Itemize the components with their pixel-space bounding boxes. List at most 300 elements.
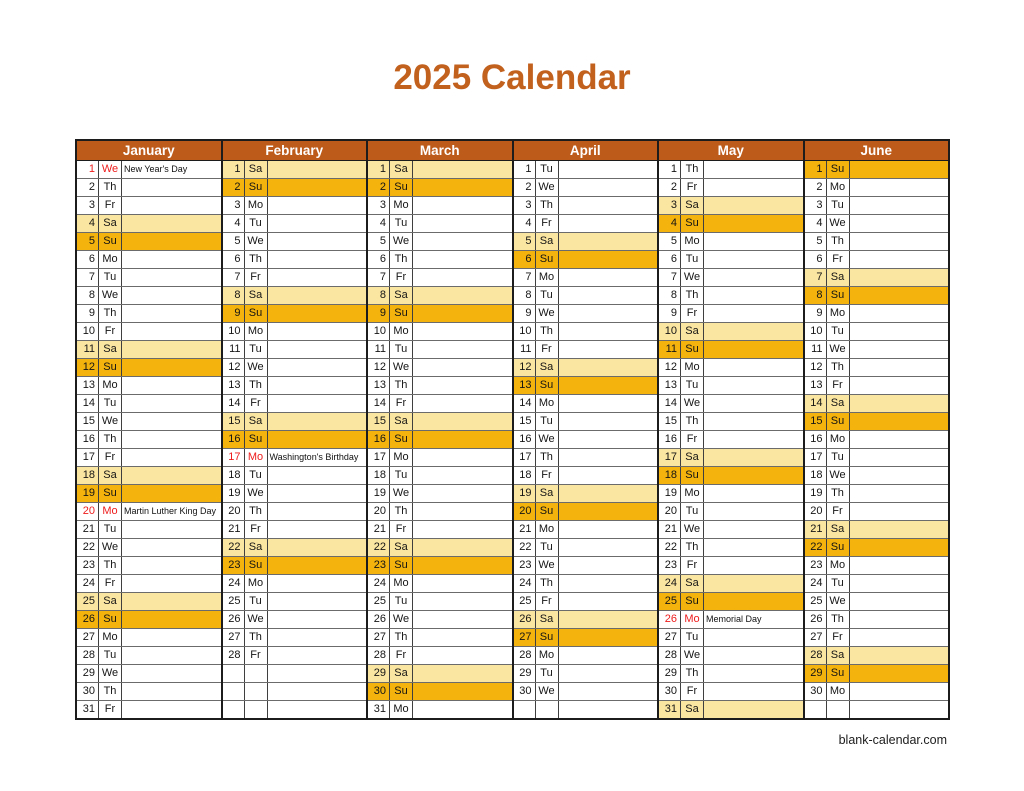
day-row — [368, 683, 512, 701]
weekday-cell: Fr — [681, 179, 704, 196]
day-number-cell: 8 — [659, 287, 681, 304]
day-number-cell: 4 — [659, 215, 681, 232]
day-row — [805, 683, 949, 701]
day-number-cell: 1 — [514, 161, 536, 178]
notes-cell — [704, 485, 803, 502]
day-row — [659, 413, 803, 431]
weekday-cell — [536, 701, 559, 718]
day-row — [514, 323, 658, 341]
notes-cell — [268, 197, 367, 214]
notes-cell — [122, 539, 221, 556]
day-row — [659, 179, 803, 197]
weekday-cell: Sa — [681, 575, 704, 592]
day-number-cell: 20 — [659, 503, 681, 520]
day-number-cell: 29 — [77, 665, 99, 682]
weekday-cell: Mo — [245, 575, 268, 592]
weekday-cell: Mo — [245, 323, 268, 340]
day-row — [77, 521, 221, 539]
day-number-cell: 17 — [659, 449, 681, 466]
day-number-cell: 20 — [514, 503, 536, 520]
day-number-cell: 9 — [368, 305, 390, 322]
day-row — [223, 359, 367, 377]
notes-cell — [704, 377, 803, 394]
day-row — [805, 539, 949, 557]
day-number-cell: 28 — [805, 647, 827, 664]
day-row — [805, 665, 949, 683]
weekday-cell: We — [245, 233, 268, 250]
notes-cell — [559, 575, 658, 592]
day-row — [805, 449, 949, 467]
weekday-cell: Mo — [536, 521, 559, 538]
day-number-cell: 15 — [223, 413, 245, 430]
day-row — [368, 323, 512, 341]
weekday-cell: Mo — [827, 305, 850, 322]
weekday-cell: Su — [390, 431, 413, 448]
notes-cell — [268, 611, 367, 628]
weekday-cell: Sa — [536, 485, 559, 502]
day-row — [659, 485, 803, 503]
notes-cell — [559, 215, 658, 232]
weekday-cell: Su — [390, 557, 413, 574]
day-row — [77, 341, 221, 359]
day-number-cell: 27 — [514, 629, 536, 646]
notes-cell — [268, 161, 367, 178]
notes-cell — [850, 269, 949, 286]
weekday-cell: Tu — [99, 647, 122, 664]
notes-cell — [850, 431, 949, 448]
day-row — [77, 539, 221, 557]
day-number-cell — [514, 701, 536, 718]
weekday-cell: Fr — [390, 395, 413, 412]
notes-cell — [704, 161, 803, 178]
notes-cell — [850, 395, 949, 412]
notes-cell — [413, 359, 512, 376]
notes-cell — [559, 413, 658, 430]
notes-cell — [413, 377, 512, 394]
weekday-cell: Th — [827, 359, 850, 376]
weekday-cell: Th — [536, 449, 559, 466]
notes-cell — [413, 701, 512, 718]
day-row — [368, 377, 512, 395]
day-row — [659, 269, 803, 287]
weekday-cell: Fr — [827, 377, 850, 394]
day-row — [805, 359, 949, 377]
weekday-cell: Su — [245, 305, 268, 322]
day-row — [223, 269, 367, 287]
day-row — [368, 647, 512, 665]
notes-cell — [122, 575, 221, 592]
notes-cell — [850, 161, 949, 178]
day-row — [805, 395, 949, 413]
day-row — [368, 197, 512, 215]
weekday-cell: Mo — [827, 179, 850, 196]
notes-cell — [413, 683, 512, 700]
weekday-cell: Mo — [390, 449, 413, 466]
month-column-april — [512, 141, 658, 718]
weekday-cell: Sa — [536, 233, 559, 250]
weekday-cell: Fr — [536, 593, 559, 610]
notes-cell — [122, 647, 221, 664]
day-number-cell: 24 — [659, 575, 681, 592]
day-number-cell: 5 — [368, 233, 390, 250]
day-row — [223, 629, 367, 647]
day-number-cell: 24 — [223, 575, 245, 592]
notes-cell — [122, 359, 221, 376]
day-row — [368, 179, 512, 197]
weekday-cell: Tu — [245, 341, 268, 358]
weekday-cell: Th — [390, 503, 413, 520]
notes-cell — [850, 197, 949, 214]
day-number-cell: 9 — [805, 305, 827, 322]
day-number-cell: 11 — [77, 341, 99, 358]
notes-cell — [704, 683, 803, 700]
notes-cell — [850, 611, 949, 628]
day-number-cell: 10 — [223, 323, 245, 340]
day-number-cell: 19 — [368, 485, 390, 502]
day-row — [805, 557, 949, 575]
weekday-cell: Mo — [99, 503, 122, 520]
day-number-cell: 22 — [77, 539, 99, 556]
month-header: May — [659, 141, 803, 161]
weekday-cell: We — [536, 683, 559, 700]
day-row — [514, 359, 658, 377]
notes-cell — [559, 665, 658, 682]
notes-cell — [413, 251, 512, 268]
notes-cell — [559, 251, 658, 268]
notes-cell — [413, 539, 512, 556]
notes-cell — [850, 593, 949, 610]
day-row — [805, 215, 949, 233]
notes-cell — [413, 395, 512, 412]
day-number-cell: 10 — [368, 323, 390, 340]
month-column-february — [221, 141, 367, 718]
weekday-cell: We — [536, 431, 559, 448]
day-row — [77, 431, 221, 449]
day-number-cell: 12 — [368, 359, 390, 376]
weekday-cell: We — [390, 359, 413, 376]
weekday-cell: We — [827, 593, 850, 610]
notes-cell — [704, 359, 803, 376]
day-number-cell: 6 — [368, 251, 390, 268]
day-row — [659, 629, 803, 647]
day-row — [805, 197, 949, 215]
weekday-cell: Su — [827, 539, 850, 556]
day-number-cell: 24 — [77, 575, 99, 592]
day-row — [77, 179, 221, 197]
notes-cell — [704, 701, 803, 718]
day-row — [514, 503, 658, 521]
day-row — [368, 341, 512, 359]
day-row — [514, 233, 658, 251]
day-number-cell: 6 — [659, 251, 681, 268]
notes-cell — [122, 341, 221, 358]
day-number-cell: 18 — [659, 467, 681, 484]
day-number-cell: 17 — [223, 449, 245, 466]
weekday-cell: Tu — [681, 629, 704, 646]
notes-cell — [704, 395, 803, 412]
weekday-cell: Fr — [245, 269, 268, 286]
weekday-cell: We — [245, 359, 268, 376]
weekday-cell: Fr — [245, 521, 268, 538]
day-row — [368, 269, 512, 287]
notes-cell — [122, 305, 221, 322]
day-row — [77, 197, 221, 215]
day-row — [659, 431, 803, 449]
day-row — [514, 197, 658, 215]
notes-cell — [413, 215, 512, 232]
day-number-cell: 3 — [223, 197, 245, 214]
day-row — [659, 611, 803, 629]
day-number-cell: 24 — [805, 575, 827, 592]
notes-cell — [122, 395, 221, 412]
notes-cell — [122, 179, 221, 196]
day-row — [77, 359, 221, 377]
day-number-cell: 25 — [659, 593, 681, 610]
weekday-cell: Su — [99, 485, 122, 502]
notes-cell — [268, 629, 367, 646]
weekday-cell: Fr — [827, 251, 850, 268]
notes-cell — [559, 485, 658, 502]
day-number-cell: 15 — [514, 413, 536, 430]
day-number-cell: 13 — [223, 377, 245, 394]
day-number-cell: 6 — [514, 251, 536, 268]
weekday-cell: Th — [99, 305, 122, 322]
day-row — [223, 647, 367, 665]
day-number-cell: 16 — [368, 431, 390, 448]
day-row — [368, 431, 512, 449]
day-row — [805, 647, 949, 665]
day-row — [223, 521, 367, 539]
weekday-cell: Fr — [681, 557, 704, 574]
notes-cell — [559, 233, 658, 250]
day-number-cell: 13 — [368, 377, 390, 394]
day-number-cell: 17 — [514, 449, 536, 466]
notes-cell — [704, 215, 803, 232]
weekday-cell: We — [681, 647, 704, 664]
day-row — [514, 467, 658, 485]
day-number-cell: 2 — [223, 179, 245, 196]
day-number-cell: 3 — [805, 197, 827, 214]
day-row — [514, 575, 658, 593]
day-row — [514, 593, 658, 611]
day-number-cell: 6 — [805, 251, 827, 268]
day-number-cell: 18 — [77, 467, 99, 484]
day-number-cell: 26 — [223, 611, 245, 628]
weekday-cell: Sa — [681, 323, 704, 340]
day-row — [223, 575, 367, 593]
notes-cell — [850, 503, 949, 520]
day-row — [223, 593, 367, 611]
day-number-cell: 14 — [805, 395, 827, 412]
notes-cell — [413, 341, 512, 358]
weekday-cell: Mo — [681, 359, 704, 376]
weekday-cell: Mo — [681, 611, 704, 628]
month-header: April — [514, 141, 658, 161]
day-row — [77, 647, 221, 665]
page-title: 2025 Calendar — [393, 58, 631, 97]
weekday-cell: Tu — [390, 215, 413, 232]
weekday-cell: We — [681, 269, 704, 286]
weekday-cell: Tu — [681, 251, 704, 268]
day-row — [514, 269, 658, 287]
day-row — [77, 233, 221, 251]
weekday-cell: Sa — [99, 215, 122, 232]
weekday-cell: Sa — [245, 161, 268, 178]
day-number-cell: 12 — [659, 359, 681, 376]
month-column-january — [77, 141, 221, 718]
notes-cell — [559, 503, 658, 520]
notes-cell — [268, 557, 367, 574]
day-number-cell: 28 — [368, 647, 390, 664]
notes-cell — [268, 359, 367, 376]
weekday-cell: Su — [536, 377, 559, 394]
day-number-cell: 22 — [659, 539, 681, 556]
day-row — [659, 503, 803, 521]
day-number-cell: 5 — [77, 233, 99, 250]
day-number-cell: 16 — [659, 431, 681, 448]
weekday-cell: Sa — [99, 467, 122, 484]
weekday-cell: Th — [99, 557, 122, 574]
weekday-cell: Su — [99, 611, 122, 628]
day-row — [659, 575, 803, 593]
day-row — [223, 395, 367, 413]
notes-cell — [704, 467, 803, 484]
day-row — [805, 287, 949, 305]
day-number-cell: 4 — [77, 215, 99, 232]
notes-cell — [850, 575, 949, 592]
weekday-cell: Tu — [536, 287, 559, 304]
day-row — [805, 431, 949, 449]
weekday-cell: Th — [681, 287, 704, 304]
day-number-cell: 27 — [368, 629, 390, 646]
notes-cell — [704, 413, 803, 430]
day-number-cell: 1 — [368, 161, 390, 178]
weekday-cell: Fr — [827, 503, 850, 520]
notes-cell — [413, 557, 512, 574]
weekday-cell: We — [827, 467, 850, 484]
day-row — [77, 629, 221, 647]
day-row — [659, 287, 803, 305]
day-row — [368, 233, 512, 251]
day-row — [514, 431, 658, 449]
day-row — [77, 575, 221, 593]
weekday-cell: Sa — [390, 287, 413, 304]
notes-cell — [122, 701, 221, 718]
notes-cell — [268, 521, 367, 538]
day-number-cell: 7 — [77, 269, 99, 286]
day-number-cell: 3 — [77, 197, 99, 214]
notes-cell — [268, 341, 367, 358]
day-number-cell — [223, 683, 245, 700]
notes-cell — [268, 431, 367, 448]
notes-cell — [850, 305, 949, 322]
weekday-cell: Su — [536, 251, 559, 268]
weekday-cell: Tu — [681, 503, 704, 520]
day-row — [368, 305, 512, 323]
weekday-cell: Su — [245, 431, 268, 448]
day-row — [514, 341, 658, 359]
day-row — [368, 665, 512, 683]
day-row — [805, 251, 949, 269]
weekday-cell: Su — [681, 341, 704, 358]
weekday-cell: Tu — [99, 269, 122, 286]
notes-cell — [413, 647, 512, 664]
day-number-cell: 21 — [368, 521, 390, 538]
day-row — [368, 359, 512, 377]
day-row — [77, 503, 221, 521]
day-row — [223, 341, 367, 359]
weekday-cell: We — [245, 485, 268, 502]
day-row — [659, 683, 803, 701]
day-number-cell: 22 — [223, 539, 245, 556]
notes-cell — [268, 395, 367, 412]
day-number-cell: 27 — [805, 629, 827, 646]
day-row — [805, 629, 949, 647]
notes-cell — [704, 449, 803, 466]
day-number-cell: 14 — [223, 395, 245, 412]
day-number-cell: 6 — [223, 251, 245, 268]
day-number-cell: 14 — [77, 395, 99, 412]
notes-cell — [704, 647, 803, 664]
day-number-cell: 1 — [223, 161, 245, 178]
weekday-cell: Fr — [390, 269, 413, 286]
weekday-cell: Mo — [536, 395, 559, 412]
notes-cell — [122, 467, 221, 484]
day-row — [514, 665, 658, 683]
notes-cell — [122, 413, 221, 430]
day-number-cell: 3 — [659, 197, 681, 214]
weekday-cell: Fr — [99, 323, 122, 340]
weekday-cell: Tu — [390, 593, 413, 610]
notes-cell — [850, 413, 949, 430]
day-number-cell: 26 — [368, 611, 390, 628]
weekday-cell: Tu — [245, 593, 268, 610]
weekday-cell: Th — [536, 575, 559, 592]
day-row — [659, 161, 803, 179]
weekday-cell: Th — [390, 377, 413, 394]
day-number-cell: 24 — [368, 575, 390, 592]
day-row — [368, 557, 512, 575]
notes-cell — [559, 305, 658, 322]
weekday-cell: Th — [99, 179, 122, 196]
day-row — [368, 161, 512, 179]
weekday-cell: Mo — [390, 197, 413, 214]
day-row — [77, 395, 221, 413]
notes-cell — [413, 521, 512, 538]
day-number-cell: 28 — [514, 647, 536, 664]
day-number-cell: 11 — [805, 341, 827, 358]
day-number-cell: 30 — [514, 683, 536, 700]
month-header: February — [223, 141, 367, 161]
day-row — [77, 593, 221, 611]
day-row — [77, 251, 221, 269]
weekday-cell: Mo — [536, 647, 559, 664]
notes-cell — [559, 269, 658, 286]
day-row — [368, 575, 512, 593]
day-number-cell: 4 — [805, 215, 827, 232]
day-row — [514, 251, 658, 269]
day-row — [659, 467, 803, 485]
day-number-cell: 1 — [659, 161, 681, 178]
notes-cell — [850, 377, 949, 394]
day-number-cell: 20 — [805, 503, 827, 520]
day-row — [659, 539, 803, 557]
month-column-june — [803, 141, 949, 718]
notes-cell — [122, 251, 221, 268]
day-number-cell: 30 — [805, 683, 827, 700]
day-number-cell: 10 — [77, 323, 99, 340]
day-number-cell: 23 — [368, 557, 390, 574]
